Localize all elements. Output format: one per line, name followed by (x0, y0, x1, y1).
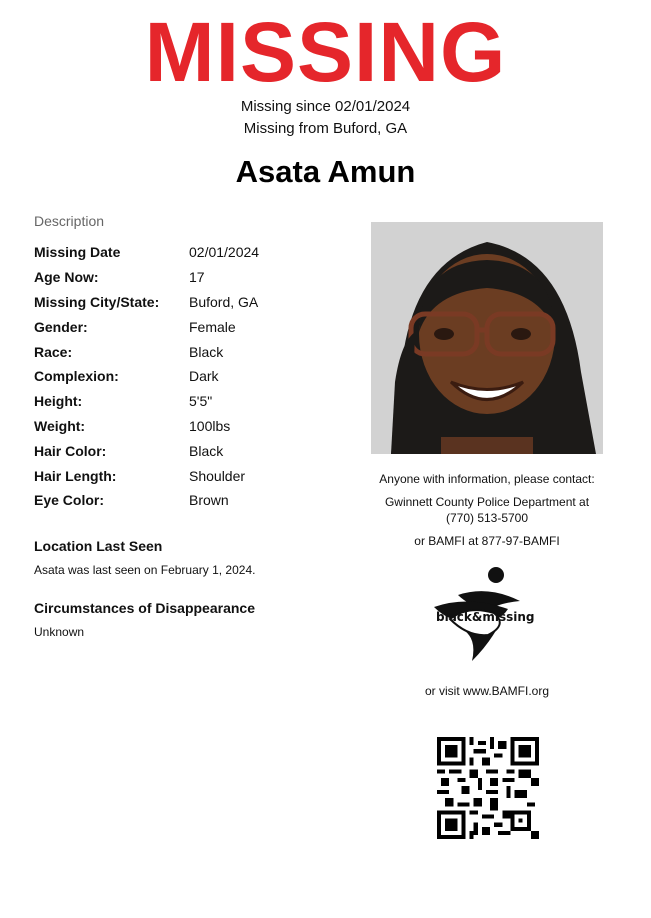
detail-row (34, 314, 354, 339)
qr-code (437, 737, 539, 839)
portrait-illustration (371, 222, 603, 454)
detail-label: Missing Date (34, 244, 121, 261)
detail-row (34, 438, 354, 463)
black-and-missing-logo (428, 565, 538, 665)
contact-bamfi: or BAMFI at 877-97-BAMFI (414, 534, 560, 548)
logo-text: black&missing (436, 610, 535, 624)
detail-value: Brown (189, 492, 229, 509)
detail-value: Black (189, 442, 224, 459)
detail-row (34, 389, 354, 414)
detail-value: 02/01/2024 (189, 244, 260, 261)
detail-label: Height: (34, 393, 83, 410)
qr-code-icon (437, 737, 539, 839)
circumstances-text: Unknown (34, 625, 85, 639)
detail-value: Black (189, 343, 224, 360)
detail-row (34, 414, 354, 439)
description-heading: Description (34, 213, 105, 229)
detail-row (34, 364, 354, 389)
person-name: Asata Amun (235, 154, 416, 189)
location-heading: Location Last Seen (34, 538, 163, 554)
detail-label: Hair Color: (34, 442, 107, 459)
detail-row (34, 265, 354, 290)
contact-phone: (770) 513-5700 (445, 511, 529, 525)
detail-value: 17 (189, 269, 205, 286)
description-table (34, 240, 354, 513)
detail-value: Shoulder (189, 467, 246, 484)
missing-since-text: Missing since 02/01/2024 (240, 98, 411, 115)
circumstances-heading: Circumstances of Disappearance (34, 600, 255, 616)
detail-value: Dark (189, 368, 219, 385)
contact-agency: Gwinnett County Police Department at (384, 495, 590, 509)
person-photo (371, 222, 603, 454)
contact-visit: or visit www.BAMFI.org (424, 684, 550, 698)
detail-value: Buford, GA (189, 293, 259, 310)
detail-row (34, 290, 354, 315)
detail-value: Female (189, 318, 236, 335)
missing-from-text: Missing from Buford, GA (243, 120, 408, 137)
contact-intro: Anyone with information, please contact: (379, 472, 595, 486)
detail-value: 100lbs (189, 417, 231, 434)
detail-label: Complexion: (34, 368, 119, 385)
detail-label: Weight: (34, 417, 86, 434)
detail-label: Missing City/State: (34, 293, 160, 310)
detail-label: Gender: (34, 318, 88, 335)
detail-label: Eye Color: (34, 492, 105, 509)
detail-label: Hair Length: (34, 467, 117, 484)
detail-row (34, 240, 354, 265)
location-text: Asata was last seen on February 1, 2024. (34, 563, 256, 577)
logo-icon (428, 565, 538, 665)
detail-label: Age Now: (34, 269, 99, 286)
detail-row (34, 339, 354, 364)
detail-value: 5'5" (189, 393, 213, 410)
detail-row (34, 463, 354, 488)
detail-row (34, 488, 354, 513)
detail-label: Race: (34, 343, 73, 360)
poster-title: MISSING (144, 5, 507, 99)
